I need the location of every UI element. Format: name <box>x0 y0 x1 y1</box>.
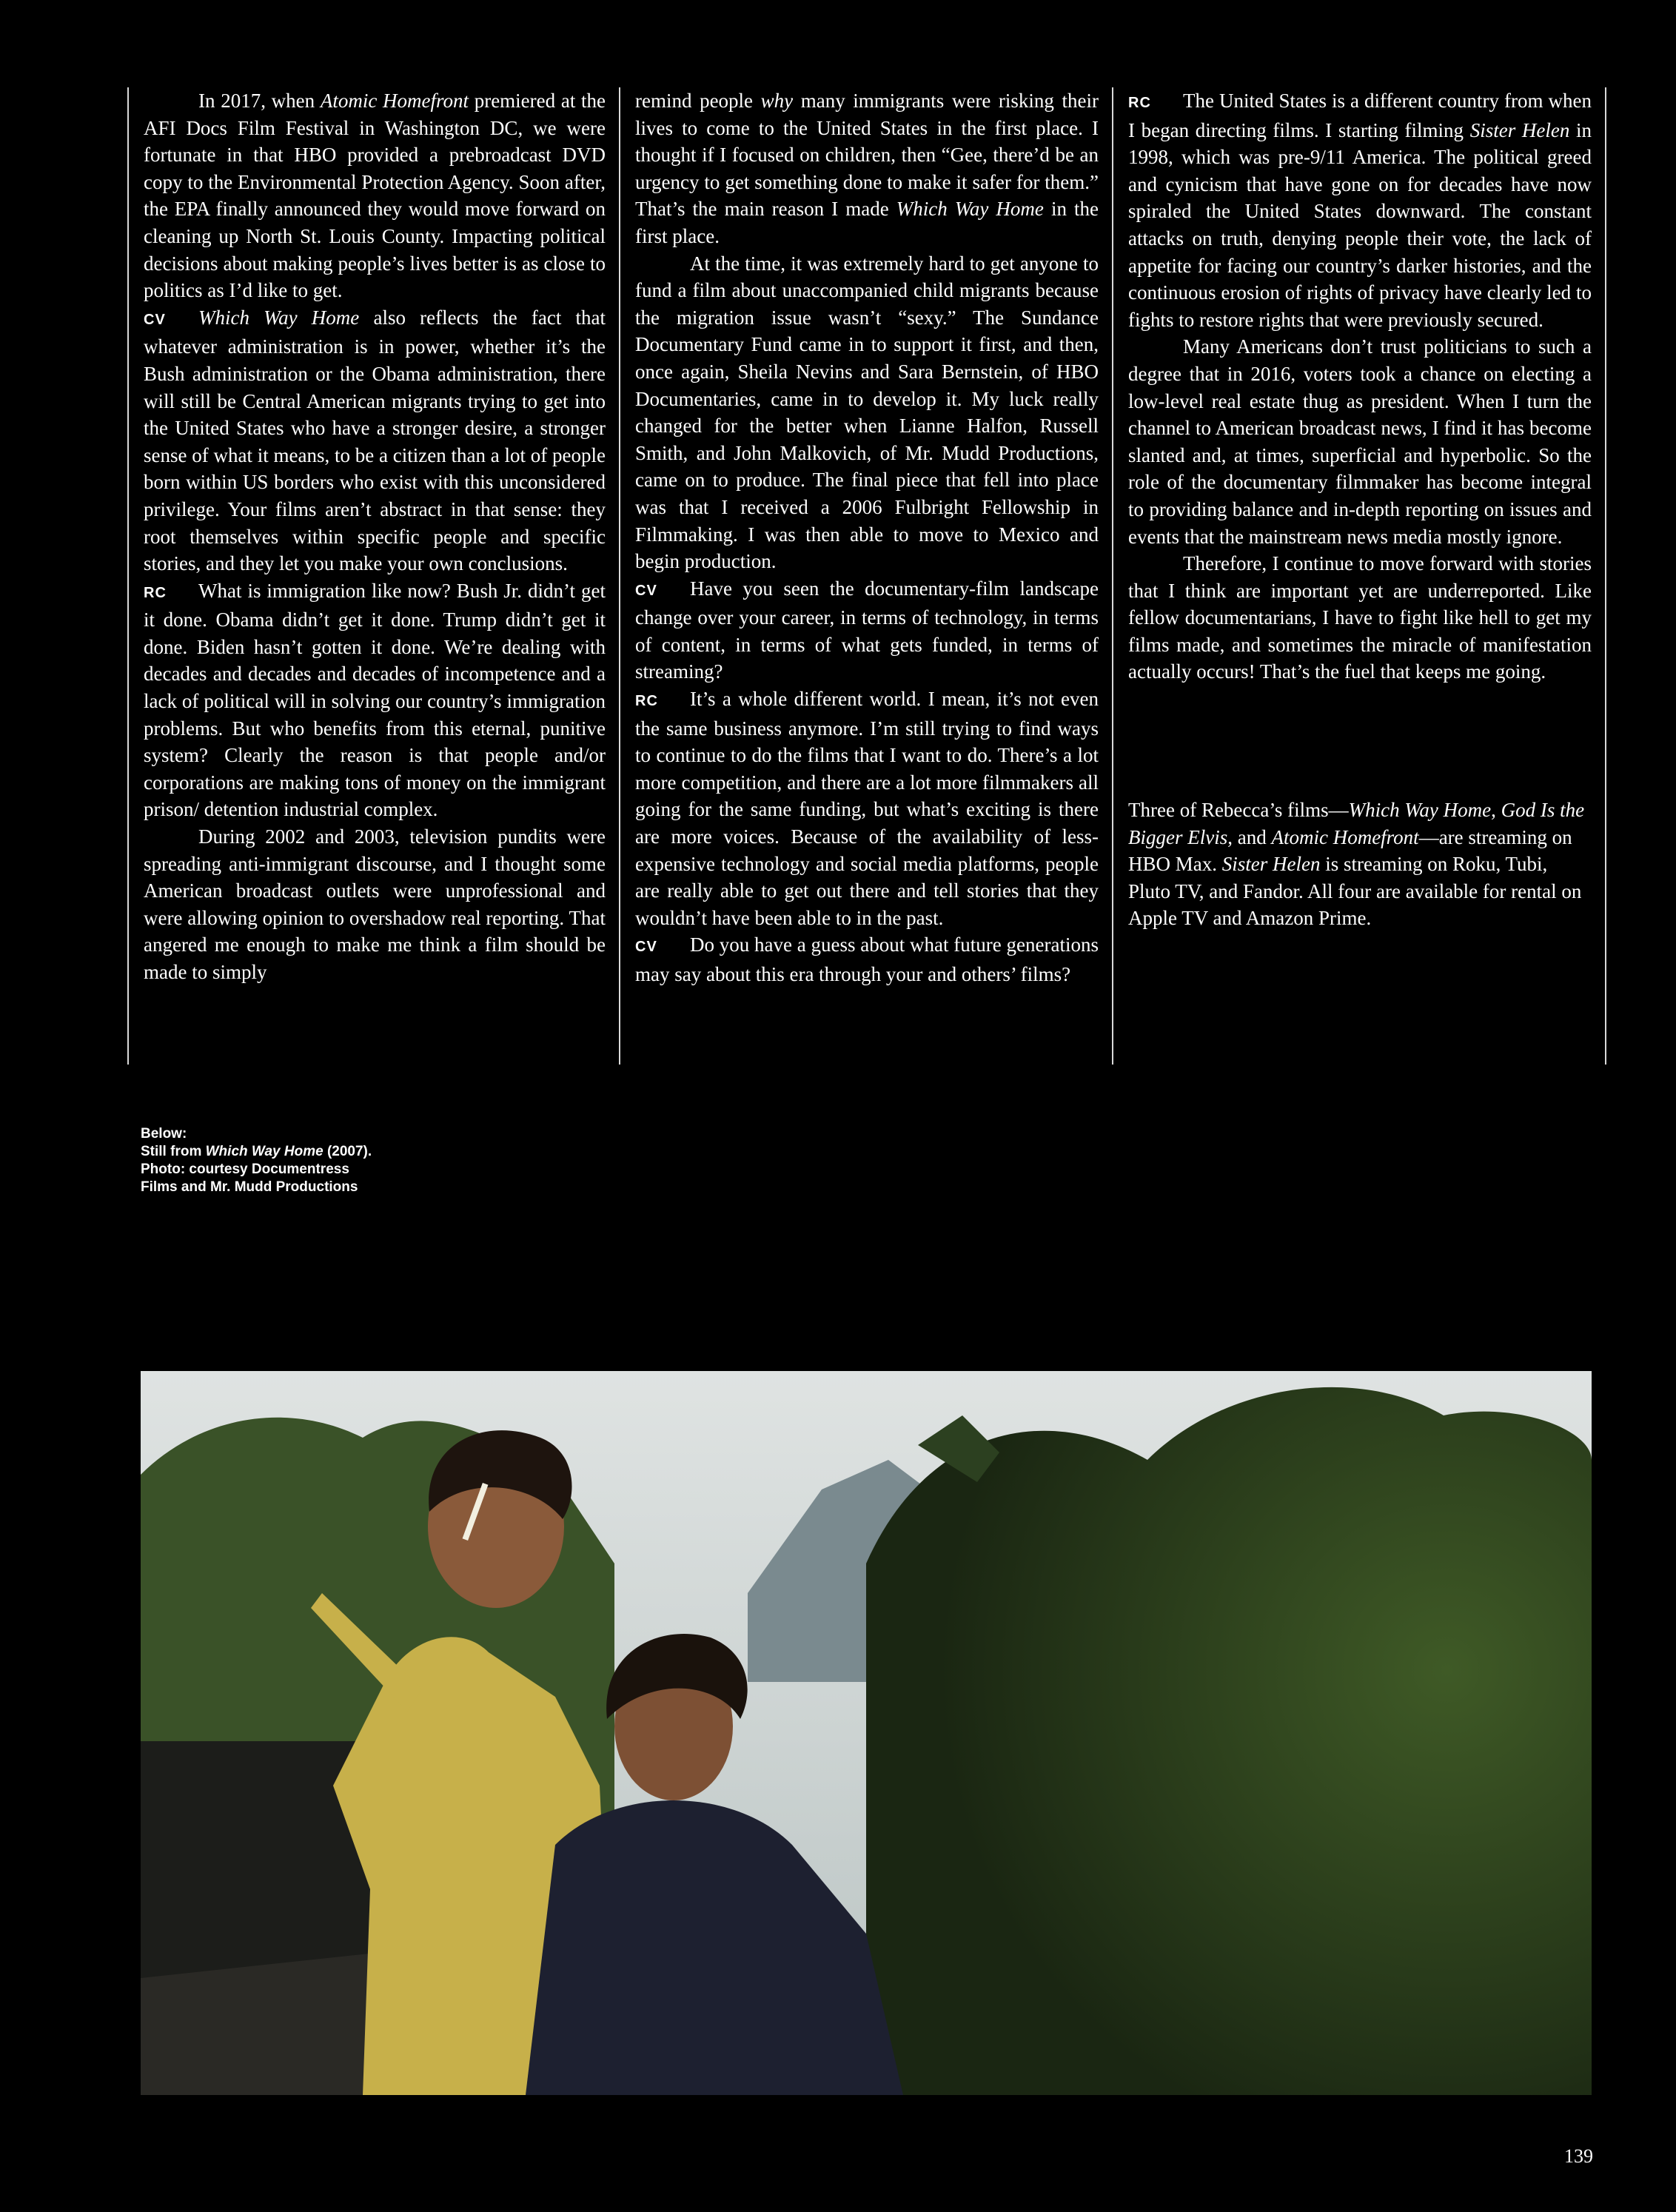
paragraph <box>144 304 606 577</box>
text-run: Do you have a guess about what future generations may say about this era through your and others’ films? <box>635 934 1099 985</box>
paragraph <box>1128 550 1592 686</box>
italic-title: Which Way Home <box>1348 799 1492 822</box>
italic-word: why <box>760 90 794 112</box>
text-column-2 <box>620 87 1113 1065</box>
italic-title: Sister Helen <box>1469 118 1570 141</box>
text-run: During 2002 and 2003, television pundits were spreading anti-immigrant discourse, and I thought some American broadcast outlets were unprofessional and were allowing opinion to overshadow real reporting. That angered me enough to make me think a film should be made to simply <box>144 825 606 983</box>
speaker-label: RC <box>635 693 658 710</box>
speaker-label: CV <box>635 582 657 599</box>
text-run: In 2017, when <box>198 90 321 112</box>
paragraph <box>635 931 1099 988</box>
italic-title: God Is the Bigger Elvis <box>1128 799 1585 848</box>
italic-title: Which Way Home <box>205 1144 324 1159</box>
text-run: The United States is a different country from when I began directing films. I starting filming <box>1128 90 1592 141</box>
speaker-label: RC <box>144 584 167 601</box>
text-run: Have you seen the documentary-film landscape change over your career, in terms of technology, in terms of content, in terms of what gets funded, in terms of streaming? <box>635 577 1099 683</box>
text-run: in 1998, which was pre-9/11 America. The political greed and cynicism that have gone on for decades have now spiraled the United States downward. The constant attacks on truth, denying people their vote, the lack of appetite for facing our country’s darker histories, and the continuous erosion of rights of privacy have clearly led to fights to restore rights that were previously secured. <box>1128 118 1592 331</box>
text-run: in the first place. <box>635 198 1099 247</box>
text-run: many immigrants were risking their lives to come to the United States in the first place. I thought if I focused on children, then “Gee, there’d be an urgency to get something done to make it safer for them.” That’s the main reason I made <box>635 90 1099 221</box>
italic-title: Atomic Homefront <box>320 90 469 112</box>
tree-canopy-right <box>866 1387 1592 2095</box>
paragraph <box>635 250 1099 575</box>
italic-title: Sister Helen <box>1221 853 1321 876</box>
film-still-photo <box>141 1371 1592 2095</box>
text-run: , and <box>1227 825 1272 848</box>
caption-label: Below: <box>141 1126 187 1142</box>
text-run: (2007). Photo: courtesy Documentress Films and Mr. Mudd Productions <box>141 1144 372 1195</box>
text-run: is streaming on Roku, Tubi, Pluto TV, and Fandor. All four are available for rental on Apple TV and Amazon Prime. <box>1128 853 1582 930</box>
paragraph <box>144 577 606 823</box>
paragraph <box>144 823 606 986</box>
text-run: What is immigration like now? Bush Jr. didn’t get it done. Obama didn’t get it done. Trump didn’t get it done. Biden hasn’t gotten it done. We’re dealing with decades and decades and decades of incompetence and a lack of political will in solving our country’s immigration problems. But who benefits from this eternal, punitive system? Clearly the reason is that people and/or corporations are making tons of money on the immigrant prison/ detention industrial complex. <box>144 579 606 821</box>
paragraph <box>635 686 1099 931</box>
film-still-illustration <box>141 1371 1592 2095</box>
speaker-label: CV <box>635 939 657 956</box>
text-run: , <box>1491 799 1501 822</box>
text-column-1 <box>127 87 620 1065</box>
text-run: Three of Rebecca’s films— <box>1128 799 1349 822</box>
caption-text <box>141 1143 378 1196</box>
paragraph <box>635 87 1099 250</box>
italic-title: Which Way Home <box>198 306 360 329</box>
speaker-label: CV <box>144 311 166 328</box>
photo-caption <box>141 1125 378 1196</box>
text-run: —are streaming on HBO Max. <box>1128 825 1572 876</box>
text-run: premiered at the AFI Docs Film Festival in Washington DC, we were fortunate in that HBO provided a prebroadcast DVD copy to the Environmental Protection Agency. Soon after, the EPA finally announced they would move forward on cleaning up North St. Louis County. Impacting political decisions about making people’s lives better is as close to politics as I’d like to get. <box>144 90 606 302</box>
text-run: At the time, it was extremely hard to get anyone to fund a film about unaccompanied child migrants because the migration issue wasn’t “sexy.” The Sundance Documentary Fund came in to support it first, and then, once again, Sheila Nevins and Sara Bernstein, of HBO Documentaries, came in to develop it. My luck really changed for the better when Lianne Halfon, Russell Smith, and John Malkovich, of Mr. Mudd Productions, came on to produce. The final piece that fell into place was that I received a 2006 Fulbright Fellowship in Filmmaking. I was then able to move to Mexico and begin production. <box>635 252 1099 573</box>
text-run: also reflects the fact that whatever administration is in power, whether it’s the Bush administration or the Obama administration, there will still be Central American migrants trying to get into the United States who have a stronger desire, a stronger sense of what it means, to be a citizen than a lot of people born within US borders who exist with this unconsidered privilege. Your films aren’t abstract in that sense: they root themselves within specific people and specific stories, and they let you make your own conclusions. <box>144 306 606 575</box>
paragraph <box>144 87 606 304</box>
paragraph <box>1128 87 1592 333</box>
page-number: 139 <box>1564 2145 1593 2167</box>
text-run: remind people <box>635 90 761 112</box>
text-column-3 <box>1113 87 1606 1065</box>
paragraph <box>1128 333 1592 550</box>
availability-note <box>1128 797 1592 932</box>
text-run: It’s a whole different world. I mean, it’s not even the same business anymore. I’m still trying to find ways to continue to do the films that I want to do. There’s a lot more competition, and there are a lot more filmmakers all going for the same funding, but what’s exciting is there are more voices. Because of the availability of less-expensive technology and social media platforms, people are really able to get out there and tell stories that they wouldn’t have been able to in the past. <box>635 688 1099 929</box>
text-run: Many Americans don’t trust politicians to such a degree that in 2016, voters took a chance on electing a low-level real estate thug as president. When I turn the channel to American broadcast news, I find it has become slanted and, at times, superficial and hyperbolic. So the role of the documentary filmmaker has become integral to providing balance and in-depth reporting on issues and events that the mainstream news media mostly ignore. <box>1128 335 1592 548</box>
article-columns <box>127 87 1606 1065</box>
italic-title: Which Way Home <box>896 198 1044 221</box>
paragraph <box>635 575 1099 686</box>
text-run: Therefore, I continue to move forward with stories that I think are important yet are underreported. Like fellow documentarians, I have to fight like hell to get my films made, and sometimes the miracle of manifestation actually occurs! That’s the fuel that keeps me going. <box>1128 552 1592 683</box>
text-run: Still from <box>141 1144 206 1159</box>
speaker-label: RC <box>1128 95 1151 111</box>
italic-title: Atomic Homefront <box>1271 825 1419 848</box>
